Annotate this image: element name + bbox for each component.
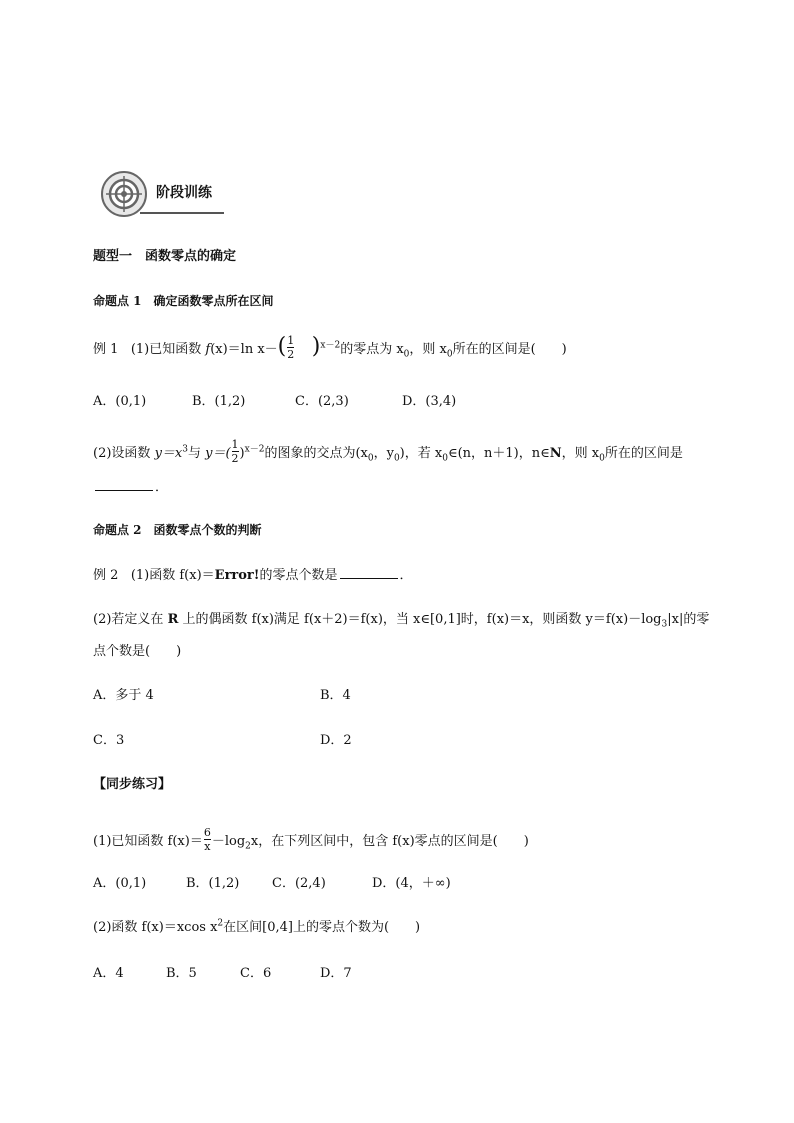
example-label: 例 1 bbox=[93, 342, 119, 357]
sync-practice-label: 【同步练习】 bbox=[93, 777, 172, 792]
example-2-question-1: 例 2 (1)函数 f(x)＝Error!的零点个数是 ． bbox=[93, 568, 413, 583]
option-a: A．(0,1) bbox=[93, 876, 147, 891]
topic-heading: 题型一 函数零点的确定 bbox=[93, 249, 237, 264]
option-c: C．(2,3) bbox=[295, 394, 349, 409]
sync-question-1: (1)已知函数 f(x)＝ $\frac{6}{x}$ $-\log_2x$，在下列区间中，包含 f(x)零点的区间是( ) bbox=[93, 826, 529, 853]
option-a: A．4 bbox=[93, 966, 124, 981]
option-b: B．(1,2) bbox=[192, 394, 246, 409]
option-d: D．(3,4) bbox=[402, 394, 457, 409]
option-b: B．4 bbox=[320, 688, 351, 703]
option-d: D．(4，＋∞) bbox=[372, 876, 451, 891]
proposition-label-2: 命题点 2 函数零点个数的判断 bbox=[93, 523, 262, 537]
proposition-label-1: 命题点 1 确定函数零点所在区间 bbox=[93, 294, 274, 308]
option-b: B．5 bbox=[166, 966, 197, 981]
section-title: 阶段训练 bbox=[156, 185, 212, 201]
example-1-question-1: 例 1 (1)已知函数 f(x)＝ln x－( $\frac{1}{2}$ )$^{x-2}$的零点为 $x_0$，则 $x_0$所在的区间是( ) bbox=[93, 333, 567, 361]
option-c: C．(2,4) bbox=[272, 876, 326, 891]
section-underline bbox=[140, 212, 224, 214]
sync-question-2: (2)函数 f(x)＝xcos $x^2$在区间[0,4]上的零点个数为( ) bbox=[93, 918, 421, 935]
option-c: C．3 bbox=[93, 733, 125, 748]
answer-blank-1[interactable]: ． bbox=[93, 480, 168, 494]
option-b: B．(1,2) bbox=[186, 876, 240, 891]
target-icon bbox=[100, 170, 148, 218]
option-d: D．7 bbox=[320, 966, 352, 981]
option-a: A．多于 4 bbox=[93, 688, 154, 703]
option-a: A．(0,1) bbox=[93, 394, 147, 409]
option-d: D．2 bbox=[320, 733, 352, 748]
option-c: C．6 bbox=[240, 966, 272, 981]
example-2-question-2-line2: 点个数是( ) bbox=[93, 644, 182, 659]
example-1-question-2: (2)设函数 $y=x^3$与 y＝( $\frac{1}{2}$ )$^{x-2}$的图象的交点为($x_0$，$y_0$)，若 $x_0\in(n$，n＋1)，n∈N，则 $x_0$所在的区间是 bbox=[93, 438, 683, 465]
example-2-question-2-line1: (2)若定义在 R 上的偶函数 f(x)满足 f(x＋2)＝f(x)，当 x∈[0,1]时，f(x)＝x，则函数 $y=f(x)-\log_3|x|$的零 bbox=[93, 612, 710, 630]
